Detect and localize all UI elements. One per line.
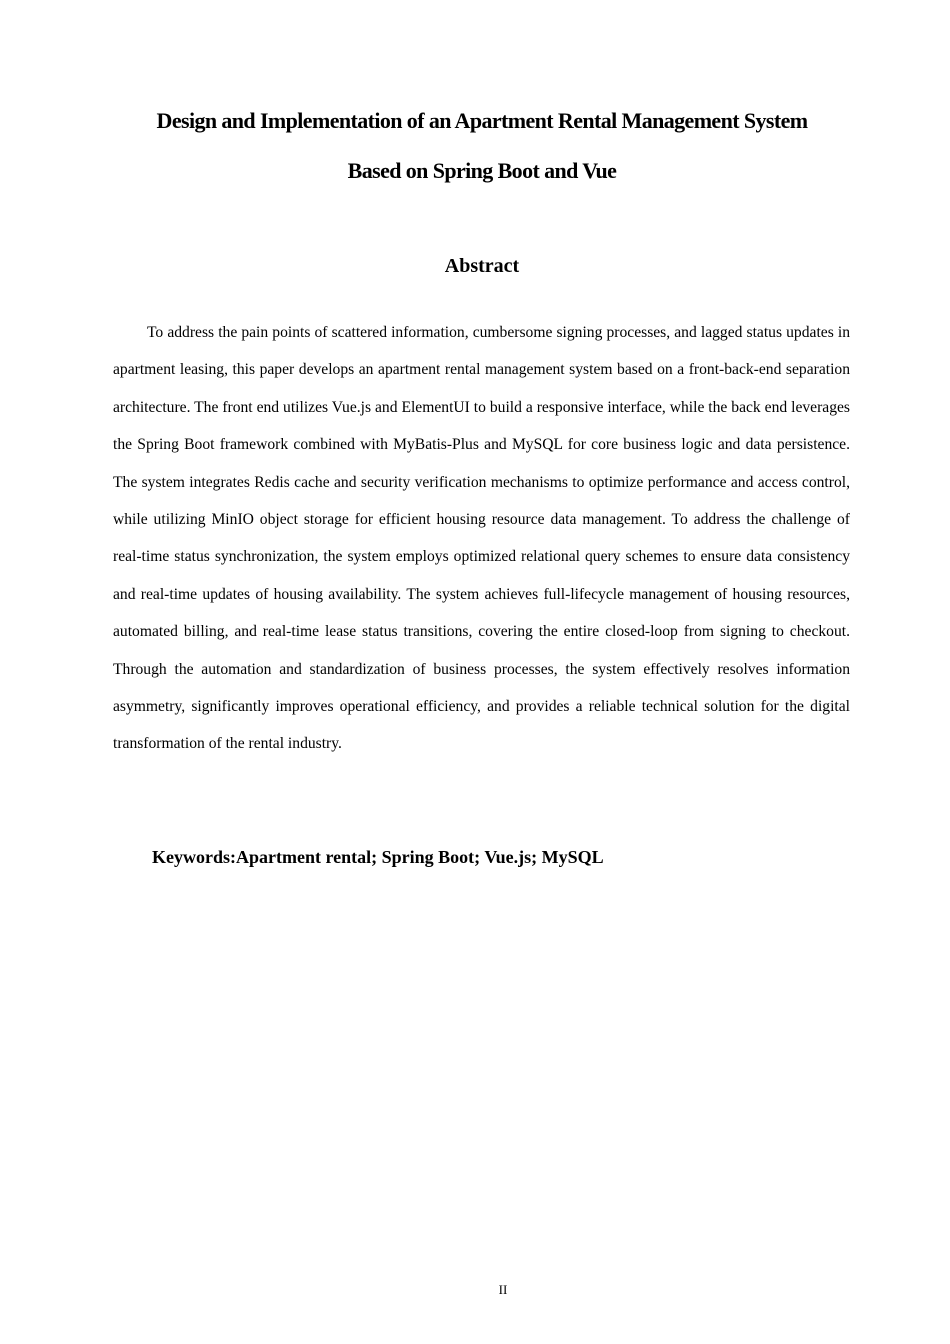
title-line-2: Based on Spring Boot and Vue xyxy=(347,158,617,183)
abstract-body: To address the pain points of scattered information, cumbersome signing processes, and lagged status updates in apartment leasing, this paper develops an apartment rental management system based on a front-back-end separation architecture. The front end utilizes Vue.js and ElementUI to build a responsive interface, while the back end leverages the Spring Boot framework combined with MyBatis-Plus and MySQL for core business logic and data persistence. The system integrates Redis cache and security verification mechanisms to optimize performance and access control, while utilizing MinIO object storage for efficient housing resource data management. To address the challenge of real-time status synchronization, the system employs optimized relational query schemes to ensure data consistency and real-time updates of housing availability. The system achieves full-lifecycle management of housing resources, automated billing, and real-time lease status transitions, covering the entire closed-loop from signing to checkout. Through the automation and standardization of business processes, the system effectively resolves information asymmetry, significantly improves operational efficiency, and provides a reliable technical solution for the digital transformation of the rental industry. xyxy=(113,324,850,753)
title-line-1: Design and Implementation of an Apartment Rental Management System xyxy=(156,108,808,133)
keywords: Keywords:Apartment rental; Spring Boot; Vue.js; MySQL xyxy=(152,847,604,867)
page-number: II xyxy=(498,1282,508,1297)
abstract-heading: Abstract xyxy=(444,255,520,277)
paper-title xyxy=(100,96,864,196)
